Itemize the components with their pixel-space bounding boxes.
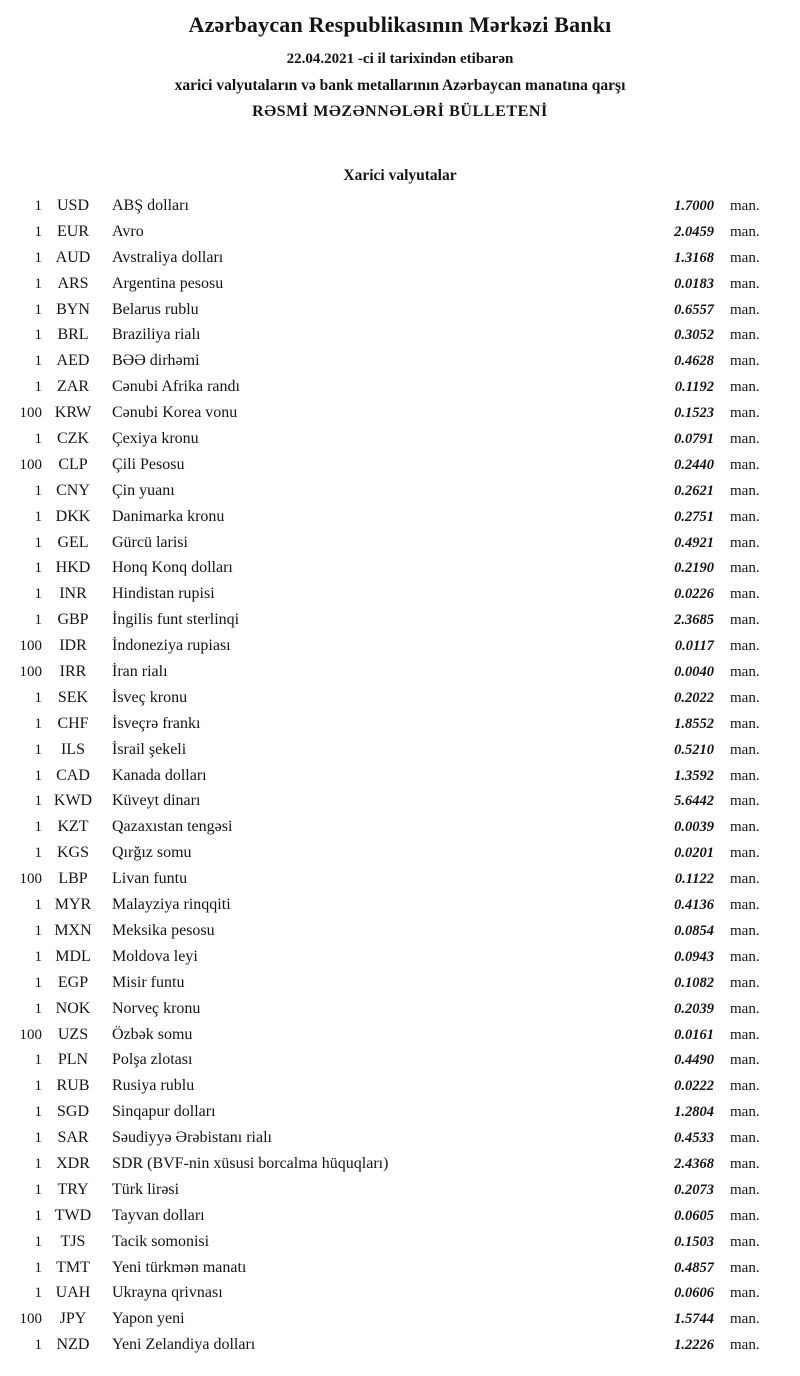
- table-row: [0, 1073, 800, 1099]
- rate-value: 0.1192: [674, 379, 714, 396]
- quantity: 100: [19, 638, 42, 655]
- currency-code: CZK: [57, 430, 89, 448]
- unit-label: man.: [730, 379, 760, 396]
- currency-name: Yeni Zelandiya dolları: [112, 1336, 256, 1354]
- rate-value: 0.0039: [674, 819, 714, 836]
- unit-label: man.: [730, 1155, 760, 1172]
- currency-code: USD: [56, 197, 89, 214]
- quantity: 1: [34, 223, 42, 240]
- currency-code: NZD: [56, 1336, 90, 1354]
- unit-label: man.: [730, 456, 760, 473]
- quantity: 100: [19, 871, 42, 888]
- table-row: [0, 348, 800, 374]
- currency-name: Moldova leyi: [112, 947, 198, 965]
- table-row: [0, 918, 800, 944]
- currency-name: Avro: [112, 222, 144, 240]
- table-row: [0, 530, 800, 556]
- currency-code: CAD: [56, 766, 90, 784]
- table-row: [0, 944, 800, 970]
- currency-code: TRY: [57, 1180, 89, 1198]
- rate-value: 0.0222: [674, 1078, 714, 1095]
- table-row: [0, 996, 800, 1022]
- unit-label: man.: [730, 767, 760, 784]
- table-row: [0, 607, 800, 633]
- currency-name: Gürcü larisi: [112, 533, 188, 551]
- currency-code: UAH: [55, 1284, 91, 1302]
- rate-value: 0.2190: [674, 560, 714, 577]
- currency-name: Qazaxıstan tengəsi: [112, 818, 233, 836]
- table-row: [0, 1151, 800, 1177]
- unit-label: man.: [730, 405, 760, 422]
- quantity: 1: [34, 1337, 42, 1354]
- currency-name: İngilis funt sterlinqi: [112, 611, 240, 629]
- currency-code: KWD: [53, 792, 93, 810]
- currency-code: CNY: [56, 481, 90, 499]
- table-row: [0, 219, 800, 245]
- table-row: [0, 892, 800, 918]
- currency-name: Tayvan dolları: [112, 1206, 205, 1224]
- unit-label: man.: [730, 249, 760, 266]
- quantity: 1: [34, 689, 42, 706]
- unit-label: man.: [730, 327, 760, 344]
- quantity: 100: [19, 1311, 42, 1328]
- rate-value: 0.0201: [674, 845, 714, 862]
- rate-value: 1.5744: [674, 1311, 714, 1328]
- currency-code: BRL: [57, 326, 89, 344]
- quantity: 100: [19, 405, 42, 422]
- table-row: [0, 633, 800, 659]
- currency-code: TJS: [60, 1232, 86, 1250]
- table-row: [0, 1125, 800, 1151]
- table-row: [0, 840, 800, 866]
- currency-code: JPY: [59, 1310, 87, 1328]
- currency-name: Sinqapur dolları: [112, 1103, 216, 1121]
- table-row: [0, 788, 800, 814]
- table-row: [0, 581, 800, 607]
- currency-name: Cənubi Korea vonu: [112, 404, 238, 422]
- rate-value: 0.5210: [674, 741, 714, 758]
- page-header: [0, 0, 800, 121]
- currency-code: TMT: [56, 1258, 90, 1276]
- quantity: 1: [34, 845, 42, 862]
- rate-value: 1.2804: [674, 1104, 714, 1121]
- rate-value: 0.4857: [674, 1259, 714, 1276]
- table-row: [0, 763, 800, 789]
- rate-value: 0.4921: [674, 534, 714, 551]
- table-row: [0, 685, 800, 711]
- rate-value: 0.2751: [674, 508, 714, 525]
- currency-code: ZAR: [57, 378, 89, 396]
- currency-code: LBP: [58, 870, 88, 888]
- table-row: [0, 1280, 800, 1306]
- unit-label: man.: [730, 638, 760, 655]
- currency-name: ABŞ dolları: [112, 197, 189, 214]
- rate-value: 0.0183: [674, 275, 714, 292]
- quantity: 1: [34, 612, 42, 629]
- rates-table: [0, 193, 800, 1358]
- unit-label: man.: [730, 715, 760, 732]
- quantity: 1: [34, 1130, 42, 1147]
- quantity: 1: [34, 715, 42, 732]
- table-row: [0, 322, 800, 348]
- quantity: 1: [34, 1052, 42, 1069]
- rate-value: 0.0040: [674, 664, 714, 681]
- quantity: 1: [34, 1000, 42, 1017]
- rate-value: 2.4368: [674, 1155, 714, 1172]
- table-row: [0, 1255, 800, 1281]
- rate-value: 0.0791: [674, 431, 714, 448]
- currency-code: ARS: [57, 274, 89, 292]
- currency-code: AUD: [55, 248, 91, 266]
- currency-name: Malayziya rinqqiti: [112, 896, 231, 914]
- currency-name: Çin yuanı: [112, 481, 175, 499]
- table-row: [0, 1229, 800, 1255]
- unit-label: man.: [730, 741, 760, 758]
- currency-code: IDR: [59, 637, 87, 655]
- unit-label: man.: [730, 1052, 760, 1069]
- currency-code: MXN: [54, 921, 92, 939]
- rate-value: 0.2073: [674, 1181, 714, 1198]
- unit-label: man.: [730, 301, 760, 318]
- rate-value: 0.4490: [674, 1052, 714, 1069]
- unit-label: man.: [730, 198, 760, 214]
- table-row: [0, 271, 800, 297]
- rate-value: 0.4533: [674, 1130, 714, 1147]
- table-row: [0, 814, 800, 840]
- currency-name: Küveyt dinarı: [112, 792, 201, 810]
- table-row: [0, 374, 800, 400]
- table-row: [0, 1099, 800, 1125]
- table-row: [0, 970, 800, 996]
- currency-code: SEK: [57, 688, 89, 706]
- currency-name: Misir funtu: [112, 973, 185, 991]
- currency-name: Livan funtu: [112, 870, 188, 888]
- quantity: 1: [34, 249, 42, 266]
- quantity: 1: [34, 586, 42, 603]
- rate-value: 2.3685: [674, 612, 714, 629]
- table-row: [0, 193, 800, 219]
- quantity: 1: [34, 1078, 42, 1095]
- unit-label: man.: [730, 1233, 760, 1250]
- currency-name: BƏƏ dirhəmi: [112, 352, 200, 370]
- unit-label: man.: [730, 689, 760, 706]
- quantity: 1: [34, 922, 42, 939]
- quantity: 1: [34, 897, 42, 914]
- quantity: 1: [34, 1207, 42, 1224]
- currency-code: KGS: [56, 844, 89, 862]
- currency-code: PLN: [57, 1051, 89, 1069]
- unit-label: man.: [730, 1000, 760, 1017]
- currency-code: EUR: [57, 222, 89, 240]
- quantity: 1: [34, 1285, 42, 1302]
- quantity: 1: [34, 741, 42, 758]
- currency-name: Meksika pesosu: [112, 921, 215, 939]
- quantity: 1: [34, 1233, 42, 1250]
- quantity: 1: [34, 301, 42, 318]
- table-row: [0, 1306, 800, 1332]
- unit-label: man.: [730, 223, 760, 240]
- rate-value: 0.2022: [674, 689, 714, 706]
- unit-label: man.: [730, 819, 760, 836]
- quantity: 1: [34, 948, 42, 965]
- quantity: 1: [34, 1259, 42, 1276]
- currency-name: Polşa zlotası: [112, 1051, 193, 1069]
- rate-value: 2.0459: [674, 223, 714, 240]
- table-row: [0, 297, 800, 323]
- quantity: 1: [34, 508, 42, 525]
- currency-code: SAR: [57, 1129, 89, 1147]
- rate-value: 0.6557: [674, 301, 714, 318]
- unit-label: man.: [730, 275, 760, 292]
- currency-name: Honq Konq dolları: [112, 559, 233, 577]
- table-row: [0, 555, 800, 581]
- currency-code: TWD: [54, 1206, 92, 1224]
- currency-name: Yeni türkmən manatı: [112, 1258, 247, 1276]
- currency-name: İndoneziya rupiası: [112, 637, 231, 655]
- unit-label: man.: [730, 1181, 760, 1198]
- table-row: [0, 478, 800, 504]
- rate-value: 0.2039: [674, 1000, 714, 1017]
- unit-label: man.: [730, 560, 760, 577]
- currency-name: Danimarka kronu: [112, 507, 225, 525]
- currency-name: İsveç kronu: [112, 688, 188, 706]
- quantity: 1: [34, 327, 42, 344]
- unit-label: man.: [730, 353, 760, 370]
- unit-label: man.: [730, 1337, 760, 1354]
- unit-label: man.: [730, 1311, 760, 1328]
- rate-value: 5.6442: [674, 793, 714, 810]
- currency-name: Kanada dolları: [112, 766, 207, 784]
- currency-code: RUB: [56, 1077, 90, 1095]
- unit-label: man.: [730, 922, 760, 939]
- currency-code: UZS: [57, 1025, 89, 1043]
- currency-name: Çexiya kronu: [112, 430, 199, 448]
- unit-label: man.: [730, 1259, 760, 1276]
- table-row: [0, 504, 800, 530]
- rate-value: 0.4136: [674, 897, 714, 914]
- quantity: 1: [34, 1155, 42, 1172]
- currency-name: Belarus rublu: [112, 300, 199, 318]
- rate-value: 0.1122: [674, 871, 714, 888]
- quantity: 1: [34, 793, 42, 810]
- currency-name: Hindistan rupisi: [112, 585, 215, 603]
- unit-label: man.: [730, 612, 760, 629]
- currency-code: EGP: [57, 973, 89, 991]
- currency-name: Rusiya rublu: [112, 1077, 195, 1095]
- rate-value: 1.3168: [674, 249, 714, 266]
- table-row: [0, 1177, 800, 1203]
- currency-code: AED: [56, 352, 90, 370]
- currency-code: DKK: [55, 507, 91, 525]
- currency-code: GBP: [57, 611, 89, 629]
- currency-name: SDR (BVF-nin xüsusi borcalma hüquqları): [112, 1154, 389, 1172]
- bulletin-subtitle: xarici valyutaların və bank metallarının Azərbaycan manatına qarşı: [174, 77, 626, 94]
- currency-code: IRR: [59, 663, 87, 681]
- page-title: Azərbaycan Respublikasının Mərkəzi Bankı: [188, 12, 612, 37]
- unit-label: man.: [730, 845, 760, 862]
- currency-name: Argentina pesosu: [112, 274, 224, 292]
- unit-label: man.: [730, 1207, 760, 1224]
- unit-label: man.: [730, 948, 760, 965]
- effective-date-line: 22.04.2021 -ci il tarixindən etibarən: [286, 51, 514, 67]
- rate-value: 0.0854: [674, 922, 714, 939]
- currency-name: Çili Pesosu: [112, 455, 185, 473]
- currency-name: Səudiyyə Ərəbistanı rialı: [112, 1129, 272, 1147]
- table-row: [0, 245, 800, 271]
- unit-label: man.: [730, 1078, 760, 1095]
- currency-name: İsrail şekeli: [112, 740, 187, 758]
- currency-code: NOK: [55, 999, 91, 1017]
- currency-name: Tacik somonisi: [112, 1232, 210, 1250]
- quantity: 100: [19, 664, 42, 681]
- unit-label: man.: [730, 897, 760, 914]
- unit-label: man.: [730, 793, 760, 810]
- table-row: [0, 1203, 800, 1229]
- unit-label: man.: [730, 431, 760, 448]
- currency-code: XDR: [56, 1154, 90, 1172]
- quantity: 100: [19, 1026, 42, 1043]
- table-row: [0, 659, 800, 685]
- rate-value: 0.3052: [674, 327, 714, 344]
- currency-name: İran rialı: [112, 663, 168, 681]
- currency-code: MYR: [54, 896, 92, 914]
- quantity: 1: [34, 767, 42, 784]
- rate-value: 0.0161: [674, 1026, 714, 1043]
- quantity: 100: [19, 456, 42, 473]
- currency-code: INR: [59, 585, 87, 603]
- currency-code: GEL: [57, 533, 89, 551]
- unit-label: man.: [730, 1026, 760, 1043]
- quantity: 1: [34, 482, 42, 499]
- rate-value: 0.0943: [674, 948, 714, 965]
- currency-name: Özbək somu: [112, 1025, 193, 1043]
- unit-label: man.: [730, 1285, 760, 1302]
- unit-label: man.: [730, 586, 760, 603]
- table-row: [0, 1047, 800, 1073]
- rate-value: 1.2226: [674, 1337, 714, 1354]
- unit-label: man.: [730, 1130, 760, 1147]
- currency-code: BYN: [56, 300, 90, 318]
- currency-name: Türk lirəsi: [112, 1180, 180, 1198]
- currency-name: Yapon yeni: [112, 1310, 185, 1328]
- currency-name: Norveç kronu: [112, 999, 201, 1017]
- rate-value: 0.0117: [674, 638, 714, 655]
- section-heading-foreign-currencies: Xarici valyutalar: [343, 167, 457, 184]
- currency-code: KZT: [57, 818, 89, 836]
- currency-name: Qırğız somu: [112, 844, 192, 862]
- currency-code: MDL: [55, 947, 91, 965]
- table-row: [0, 426, 800, 452]
- rate-value: 0.0606: [674, 1285, 714, 1302]
- quantity: 1: [34, 1104, 42, 1121]
- table-row: [0, 1332, 800, 1358]
- quantity: 1: [34, 431, 42, 448]
- currency-code: SGD: [56, 1103, 89, 1121]
- rate-value: 0.0226: [674, 586, 714, 603]
- rate-value: 0.1503: [674, 1233, 714, 1250]
- rate-value: 1.3592: [674, 767, 714, 784]
- currency-name: İsveçrə frankı: [112, 714, 201, 732]
- rate-value: 0.1082: [674, 974, 714, 991]
- rate-value: 0.1523: [674, 405, 714, 422]
- table-row: [0, 1022, 800, 1048]
- table-row: [0, 737, 800, 763]
- table-row: [0, 711, 800, 737]
- currency-name: Avstraliya dolları: [112, 248, 224, 266]
- quantity: 1: [34, 353, 42, 370]
- currency-name: Ukrayna qrivnası: [112, 1284, 223, 1302]
- unit-label: man.: [730, 534, 760, 551]
- currency-code: KRW: [54, 404, 92, 422]
- table-row: [0, 866, 800, 892]
- unit-label: man.: [730, 482, 760, 499]
- table-row: [0, 400, 800, 426]
- table-row: [0, 452, 800, 478]
- rate-value: 0.2621: [674, 482, 714, 499]
- quantity: 1: [34, 974, 42, 991]
- quantity: 1: [34, 379, 42, 396]
- rate-value: 1.7000: [674, 198, 714, 214]
- unit-label: man.: [730, 508, 760, 525]
- unit-label: man.: [730, 974, 760, 991]
- currency-code: ILS: [61, 740, 85, 758]
- unit-label: man.: [730, 871, 760, 888]
- quantity: 1: [34, 198, 42, 214]
- currency-code: HKD: [55, 559, 91, 577]
- quantity: 1: [34, 819, 42, 836]
- rate-value: 0.2440: [674, 456, 714, 473]
- unit-label: man.: [730, 1104, 760, 1121]
- quantity: 1: [34, 1181, 42, 1198]
- rate-value: 0.0605: [674, 1207, 714, 1224]
- quantity: 1: [34, 275, 42, 292]
- unit-label: man.: [730, 664, 760, 681]
- rate-value: 0.4628: [674, 353, 714, 370]
- currency-name: Braziliya rialı: [112, 326, 201, 344]
- currency-name: Cənubi Afrika randı: [112, 378, 240, 396]
- quantity: 1: [34, 560, 42, 577]
- bulletin-title: RƏSMİ MƏZƏNNƏLƏRİ BÜLLETENİ: [252, 103, 548, 120]
- currency-code: CHF: [57, 714, 89, 732]
- quantity: 1: [34, 534, 42, 551]
- currency-code: CLP: [58, 455, 88, 473]
- rate-value: 1.8552: [674, 715, 714, 732]
